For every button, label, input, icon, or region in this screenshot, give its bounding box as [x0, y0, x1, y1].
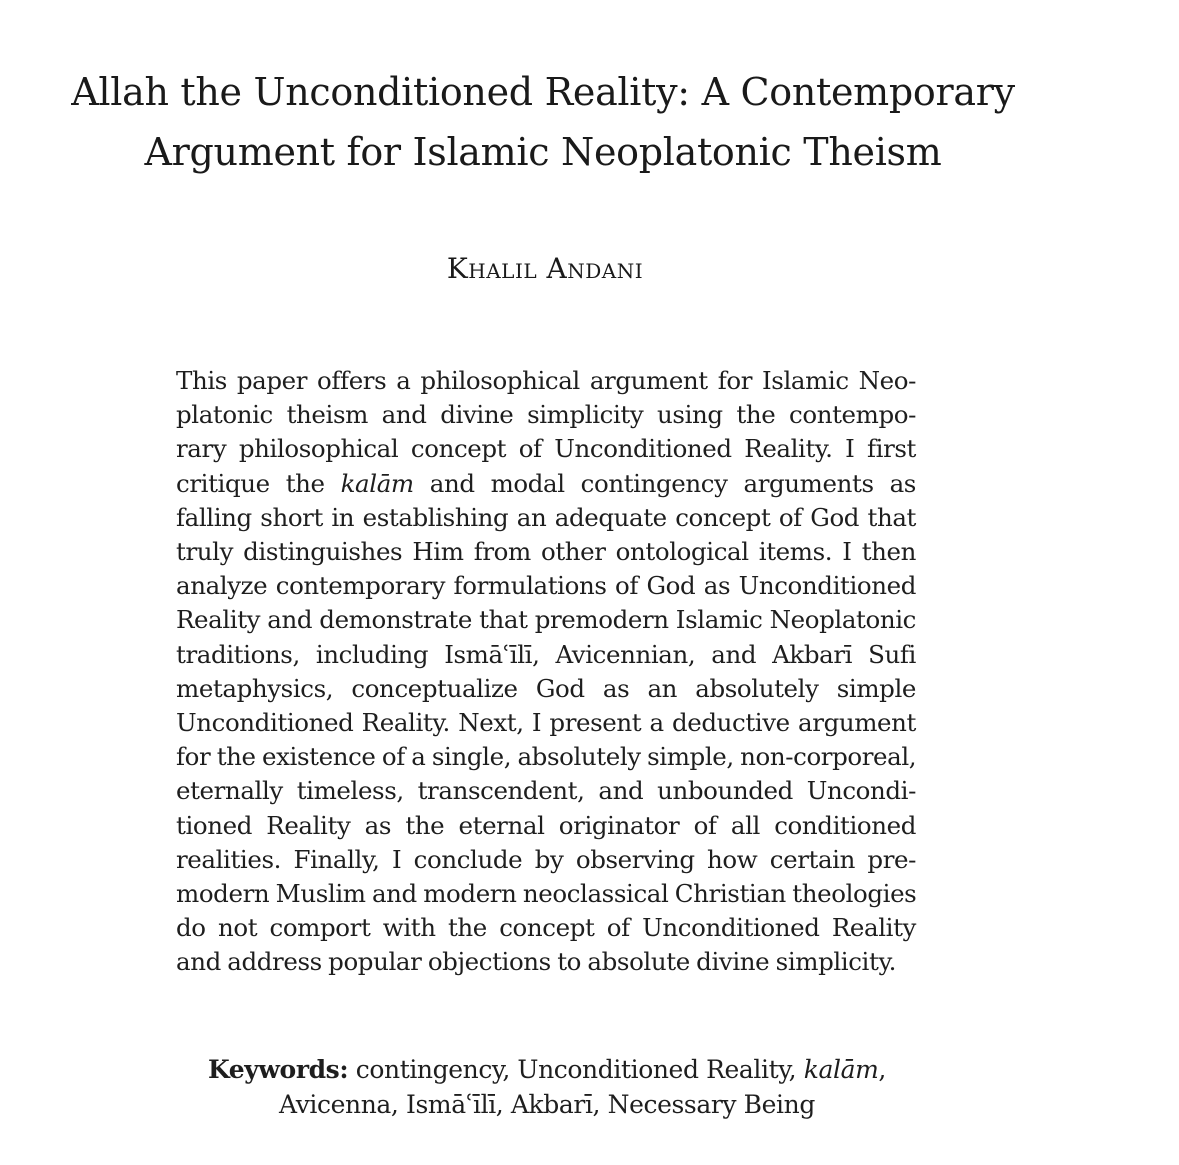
abstract-line — [176, 467, 916, 501]
abstract-line: realities. Finally, I conclude by observing how certain pre- — [176, 844, 916, 874]
keywords-line-1 — [0, 1052, 1094, 1087]
abstract-line: modern Muslim and modern neoclassical Christian theologies — [176, 879, 917, 909]
abstract-line: metaphysics, conceptualize God as an absolutely simple — [176, 673, 916, 703]
keywords-italic-term: kalām — [803, 1055, 879, 1084]
paper-title-line-2: Argument for Islamic Neoplatonic Theism — [144, 130, 942, 174]
paper-title-line-1: Allah the Unconditioned Reality: A Contemporary — [71, 70, 1015, 114]
abstract-line: for the existence of a single, absolutely simple, non-corporeal, — [176, 742, 917, 772]
abstract-line: platonic theism and divine simplicity using the contempo- — [176, 400, 916, 430]
abstract-line: truly distinguishes Him from other ontological items. I then — [176, 537, 916, 567]
abstract-line: rary philosophical concept of Unconditioned Reality. I first — [176, 434, 916, 464]
abstract-text: critique the — [176, 468, 341, 498]
abstract-text: and modal contingency arguments as — [413, 468, 916, 498]
abstract-italic-term: kalām — [340, 468, 414, 498]
paper-title — [0, 62, 1086, 182]
abstract-line: This paper offers a philosophical argument for Islamic Neo- — [176, 366, 916, 395]
abstract-line: analyze contemporary formulations of God as Unconditioned — [176, 571, 916, 601]
abstract-line: Unconditioned Reality. Next, I present a deductive argument — [176, 708, 916, 738]
keywords-line-2: Avicenna, Ismāʿīlī, Akbarī, Necessary Being — [279, 1090, 815, 1119]
abstract — [176, 364, 916, 980]
abstract-line: traditions, including Ismāʿīlī, Avicennian, and Akbarī Sufi — [176, 639, 916, 669]
abstract-line: tioned Reality as the eternal originator of all conditioned — [176, 810, 916, 840]
keywords-label: Keywords: — [208, 1055, 349, 1084]
abstract-line: and address popular objections to absolute divine simplicity. — [176, 947, 897, 977]
abstract-line: Reality and demonstrate that premodern Islamic Neoplatonic — [176, 605, 916, 635]
author-name: Khalil Andani — [446, 252, 644, 285]
abstract-line: do not comport with the concept of Unconditioned Reality — [176, 913, 916, 943]
keywords-text: , — [878, 1055, 886, 1084]
abstract-line: eternally timeless, transcendent, and unbounded Uncondi- — [176, 776, 916, 806]
keywords-text: contingency, Unconditioned Reality, — [348, 1055, 804, 1084]
keywords — [0, 1052, 1094, 1122]
abstract-line: falling short in establishing an adequate concept of God that — [176, 502, 916, 532]
